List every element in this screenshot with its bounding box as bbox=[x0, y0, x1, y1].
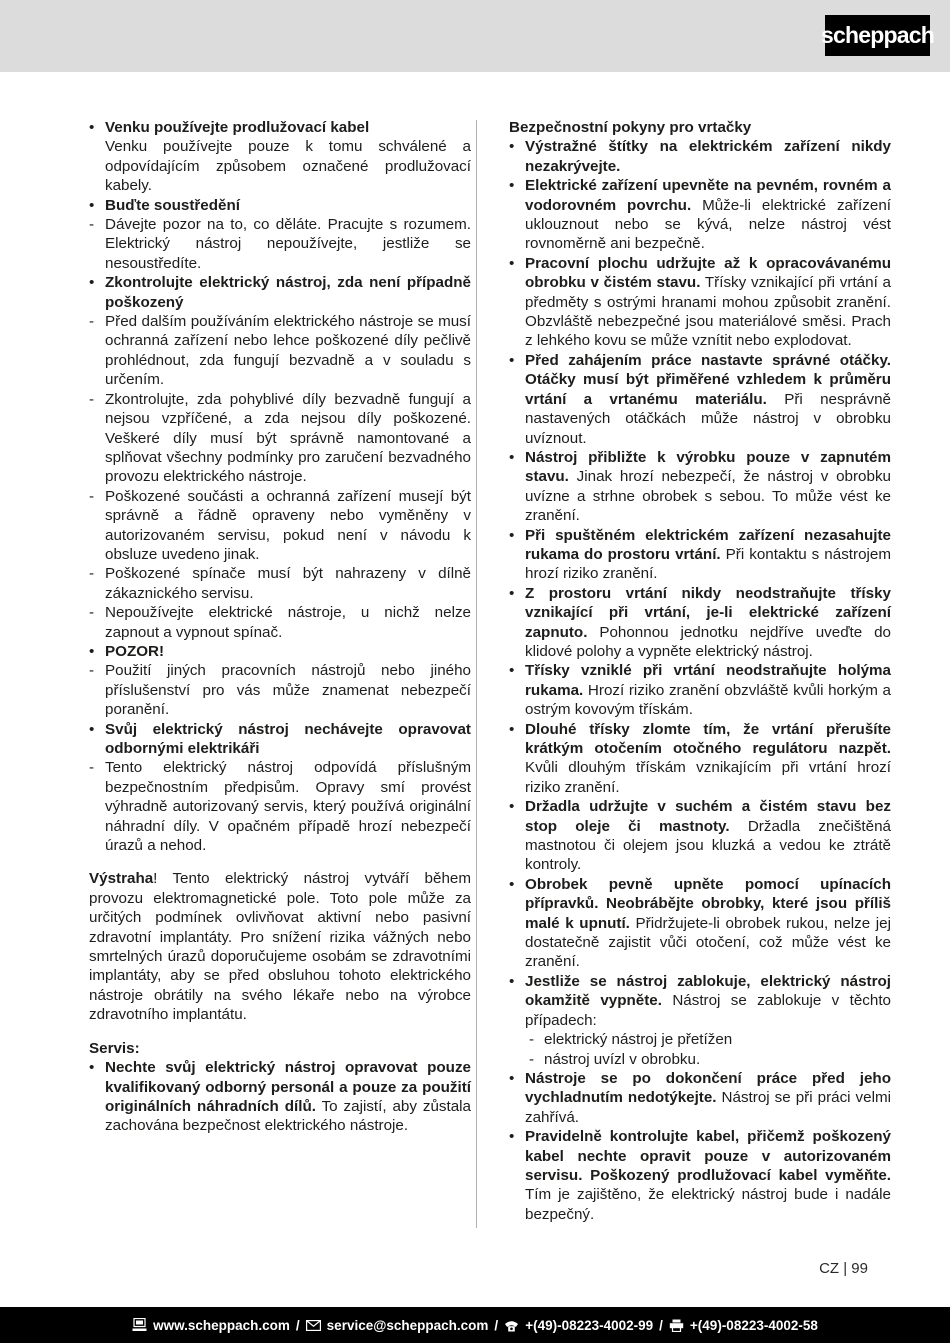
bullet-marker: • bbox=[509, 351, 515, 369]
list-item-body bbox=[105, 196, 471, 215]
list-item bbox=[89, 390, 471, 487]
list-item-text: Nástroj se zablokuje v těchto případech: bbox=[525, 992, 891, 1029]
list-item-text: Při kontaktu s nástrojem hrozí riziko zranění. bbox=[525, 545, 891, 583]
warning-paragraph bbox=[89, 869, 471, 1024]
list-item bbox=[89, 603, 471, 642]
list-item-text: Nástroj se při práci velmi zahřívá. bbox=[525, 1089, 891, 1126]
bullet-marker: • bbox=[89, 119, 95, 136]
list-item-body bbox=[525, 176, 891, 254]
footer-email: service@scheppach.com bbox=[326, 1317, 489, 1333]
list-item-text: Nepoužívejte elektrické nástroje, u nichž nelze zapnout a vypnout spínač. bbox=[105, 604, 471, 641]
list-item-body bbox=[105, 487, 471, 565]
list-item-text: Dávejte pozor na to, co děláte. Pracujte s rozumem. Elektrický nástroj nepoužívejte, jestliže se nesoustředíte. bbox=[105, 216, 471, 272]
list-item-text: To zajistí, aby zůstala zachována bezpečnost elektrického nástroje. bbox=[105, 1097, 471, 1135]
list-item-body bbox=[105, 215, 471, 273]
list-item-text: Při nesprávně nastavených otáčkách může nástroj v obrobku uvíznout. bbox=[525, 390, 891, 447]
bullet-marker: • bbox=[89, 720, 95, 738]
list-item bbox=[89, 118, 471, 196]
list-item-bold: Z prostoru vrtání nikdy neodstraňujte třísky vznikající při vrtání, je-li elektrické zařízení zapnuto. bbox=[525, 584, 891, 641]
list-item-bold: Buďte soustředění bbox=[105, 196, 240, 214]
list-item-body bbox=[105, 390, 471, 487]
list-item-text: Třísky vznikající při vrtání a předměty s ostrými hranami mohou způsobit zranění. Obzvláště nebezpečné jsou materiálové směsi. Prach z lehkého kovu se může vznítit nebo explodovat. bbox=[525, 274, 891, 350]
dash-marker: - bbox=[89, 390, 95, 408]
service-heading: Servis: bbox=[89, 1039, 140, 1057]
list-item bbox=[89, 215, 471, 273]
list-item-bold: Při spuštěném elektrickém zařízení nezasahujte rukama do prostoru vrtání. bbox=[525, 526, 891, 563]
list-item-text: Pohonnou jednotku nejdříve uveďte do klidové polohy a vypněte elektrický nástroj. bbox=[525, 623, 891, 660]
left-column bbox=[89, 118, 471, 1136]
list-item-body bbox=[525, 351, 891, 448]
section-heading: Bezpečnostní pokyny pro vrtačky bbox=[509, 119, 752, 136]
list-item bbox=[89, 661, 471, 719]
list-item-bold: Držadla udržujte v suchém a čistém stavu bez stop oleje či mastnoty. bbox=[525, 798, 891, 835]
list-item bbox=[89, 642, 471, 661]
dash-marker: - bbox=[89, 759, 95, 777]
list-item bbox=[509, 1069, 891, 1127]
list-item-bold: Dlouhé třísky zlomte tím, že vrtání přerušíte krátkým otočením otočného regulátoru nazpět. bbox=[525, 720, 891, 757]
column-divider bbox=[476, 120, 477, 1228]
list-item-body bbox=[105, 118, 471, 196]
list-item-bold: Pracovní plochu udržujte až k opracovávanému obrobku v čistém stavu. bbox=[525, 254, 891, 292]
list-item-body bbox=[525, 797, 891, 875]
list-item-body bbox=[105, 1058, 471, 1136]
list-item-bold: Pravidelně kontrolujte kabel, přičemž poškozený kabel nechte opravit pouze v autorizovaném servisu. Poškozený prodlužovací kabel vyměňte. bbox=[525, 1128, 891, 1184]
list-item-bold: Nechte svůj elektrický nástroj opravovat pouze kvalifikovaný odborný personál a pouze za použití originálních náhradních dílů. bbox=[105, 1059, 471, 1115]
list-item bbox=[89, 1058, 471, 1136]
list-item-body bbox=[525, 584, 891, 662]
list-item-bold: Nástroj přibližte k výrobku pouze v zapnutém stavu. bbox=[525, 448, 891, 486]
page-number: CZ | 99 bbox=[819, 1260, 868, 1277]
bullet-marker: • bbox=[509, 584, 515, 602]
list-item bbox=[89, 196, 471, 215]
bullet-marker: • bbox=[89, 642, 95, 660]
right-column bbox=[509, 118, 891, 1224]
footer-website: www.scheppach.com bbox=[153, 1317, 290, 1333]
list-item-body bbox=[105, 273, 471, 312]
list-item-body bbox=[105, 661, 471, 719]
list-item bbox=[89, 720, 471, 759]
footer-fax: +(49)-08223-4002-58 bbox=[689, 1317, 818, 1333]
fax-icon bbox=[669, 1319, 684, 1332]
list-item-text: Může-li elektrické zařízení uklouznout nebo se kývá, nelze nástroj vést rovnoměrně ani bezpečně. bbox=[525, 196, 891, 253]
list-item-body bbox=[525, 1127, 891, 1224]
list-item-text: Držadla znečištěná mastnotou či olejem jsou kluzká a vedou ke ztrátě kontroly. bbox=[525, 817, 891, 874]
list-item-text: Hrozí riziko zranění obzvláště kvůli horkým a ostrým kovovým třískám. bbox=[525, 681, 891, 719]
bullet-marker: • bbox=[509, 138, 515, 156]
list-item bbox=[509, 351, 891, 448]
dash-marker: - bbox=[529, 1031, 535, 1049]
list-item bbox=[89, 487, 471, 565]
bullet-marker: • bbox=[509, 662, 515, 680]
list-item bbox=[89, 564, 471, 603]
dash-marker: - bbox=[89, 604, 95, 622]
list-item bbox=[509, 720, 891, 798]
list-item bbox=[509, 137, 891, 176]
dash-marker: - bbox=[89, 662, 95, 680]
bullet-marker: • bbox=[509, 720, 515, 738]
page-header-bar bbox=[0, 0, 950, 72]
dash-marker: - bbox=[89, 487, 95, 505]
footer-separator: / bbox=[659, 1317, 663, 1333]
footer-phone: +(49)-08223-4002-99 bbox=[525, 1317, 654, 1333]
list-item-body bbox=[525, 448, 891, 526]
bullet-marker: • bbox=[509, 1128, 515, 1146]
list-item-body bbox=[525, 661, 891, 719]
list-item-body bbox=[525, 254, 891, 351]
sub-list-item-text: elektrický nástroj je přetížen bbox=[544, 1031, 733, 1049]
bullet-marker: • bbox=[89, 196, 95, 214]
bullet-marker: • bbox=[509, 448, 515, 466]
list-item-text: Použití jiných pracovních nástrojů nebo jiného příslušenství pro vás může znamenat nebezpečí poranění. bbox=[105, 662, 471, 719]
bullet-marker: • bbox=[509, 1069, 515, 1087]
list-item bbox=[89, 273, 471, 312]
computer-icon bbox=[132, 1318, 147, 1332]
bullet-marker: • bbox=[509, 254, 515, 272]
list-item-bold: Výstražné štítky na elektrickém zařízení nikdy nezakrývejte. bbox=[525, 138, 891, 175]
footer-separator: / bbox=[295, 1317, 300, 1333]
bullet-marker: • bbox=[509, 526, 515, 544]
list-item-text: Venku používejte pouze k tomu schválené a odpovídajícím způsobem označené prodlužovací kabely. bbox=[105, 138, 471, 195]
warning-text: ! Tento elektrický nástroj vytváří během provozu elektromagnetické pole. Toto pole může za určitých podmínek ovlivňovat aktivní nebo pasivní zdravotní implantáty. Pro snížení rizika vážných nebo smrtelných úrazů doporučujeme osobám se zdravotními implantáty, aby se před obsluhou tohoto elektrického nástroje obrátily na svého lékaře nebo na výrobce zdravotního implantátu. bbox=[89, 870, 471, 1024]
list-item-text: Přidržujete-li obrobek rukou, nelze jej dostatečně zajistit vůči otočení, což může vést ke zranění. bbox=[525, 914, 891, 971]
bullet-marker: • bbox=[509, 972, 515, 990]
footer-bar bbox=[0, 1307, 950, 1343]
list-item-body bbox=[525, 137, 891, 176]
dash-marker: - bbox=[529, 1050, 535, 1068]
dash-marker: - bbox=[89, 313, 95, 331]
list-item-body bbox=[105, 312, 471, 390]
warning-lead: Výstraha bbox=[89, 870, 154, 888]
list-item-body bbox=[525, 720, 891, 798]
list-item bbox=[509, 797, 891, 875]
list-item-text: Tím je zajištěno, že elektrický nástroj bude i nadále bezpečný. bbox=[525, 1186, 891, 1223]
bullet-marker: • bbox=[89, 1059, 95, 1077]
list-item-body bbox=[525, 1069, 891, 1127]
scheppach-logo bbox=[821, 15, 934, 56]
list-item-body bbox=[525, 526, 891, 584]
scheppach-logo-text: scheppach bbox=[821, 22, 934, 48]
list-item-text: Poškozené spínače musí být nahrazeny v dílně zákaznického servisu. bbox=[105, 565, 471, 602]
list-item-body bbox=[105, 720, 471, 759]
bullet-marker: • bbox=[509, 875, 515, 893]
list-item-text: Před dalším používáním elektrického nástroje se musí ochranná zařízení nebo lehce poškozené díly pečlivě prohlédnout, zda fungují bezvadně a v souladu s určením. bbox=[105, 313, 471, 389]
list-item-body bbox=[105, 758, 471, 855]
list-item-bold: Obrobek pevně upněte pomocí upínacích přípravků. Neobrábějte obrobky, které jsou příliš malé k upnutí. bbox=[525, 875, 891, 932]
bullet-marker: • bbox=[509, 798, 515, 816]
sub-list-item bbox=[525, 1050, 891, 1069]
list-item-bold: Venku používejte prodlužovací kabel bbox=[105, 119, 370, 136]
sub-list-item bbox=[525, 1030, 891, 1049]
list-item bbox=[509, 254, 891, 351]
list-item-bold: Svůj elektrický nástroj nechávejte opravovat odbornými elektrikáři bbox=[105, 720, 471, 757]
sub-list-item-text: nástroj uvízl v obrobku. bbox=[544, 1050, 701, 1068]
list-item-text: Zkontrolujte, zda pohyblivé díly bezvadně fungují a nejsou vzpříčené, a zda nejsou díly poškozené. Veškeré díly musí být správně namontované a splňovat všechny podmínky pro zaručení bezvadného provozu elektrického nástroje. bbox=[105, 390, 471, 486]
list-item bbox=[509, 176, 891, 254]
list-item-bold: POZOR! bbox=[105, 642, 165, 660]
list-item-bold: Třísky vzniklé při vrtání neodstraňujte holýma rukama. bbox=[525, 662, 891, 699]
list-item bbox=[509, 1127, 891, 1224]
list-item-bold: Zkontrolujte elektrický nástroj, zda není případně poškozený bbox=[105, 274, 471, 311]
list-item bbox=[509, 448, 891, 526]
list-item-body bbox=[105, 564, 471, 603]
list-item-body bbox=[105, 603, 471, 642]
list-item-text: Kvůli dlouhým třískám vznikajícím při vrtání hrozí riziko zranění. bbox=[525, 759, 891, 796]
list-item-text: Tento elektrický nástroj odpovídá příslušným bezpečnostním předpisům. Opravy smí provést výhradně autorizovaný servis, který používá originální náhradní díly. V opačném případě hrozí nebezpečí úrazů a nehod. bbox=[105, 759, 471, 855]
list-item-body bbox=[105, 642, 471, 661]
list-item bbox=[89, 312, 471, 390]
dash-marker: - bbox=[89, 216, 95, 234]
list-item bbox=[89, 758, 471, 855]
list-item bbox=[509, 661, 891, 719]
footer-separator: / bbox=[494, 1317, 499, 1333]
list-item-body bbox=[525, 875, 891, 972]
list-item-body bbox=[525, 972, 891, 1069]
phone-icon bbox=[504, 1319, 519, 1332]
bullet-marker: • bbox=[89, 274, 95, 292]
list-item bbox=[509, 875, 891, 972]
bullet-marker: • bbox=[509, 177, 515, 195]
list-item bbox=[509, 972, 891, 1069]
list-item-bold: Před zahájením práce nastavte správné otáčky. Otáčky musí být přiměřené vzhledem k průměru vrtání a vrtanému materiálu. bbox=[525, 351, 891, 408]
list-item-bold: Jestliže se nástroj zablokuje, elektrický nástroj okamžitě vypněte. bbox=[525, 972, 891, 1010]
list-item bbox=[509, 584, 891, 662]
list-item-bold: Nástroje se po dokončení práce před jeho vychladnutím nedotýkejte. bbox=[525, 1069, 891, 1107]
list-item-text: Jinak hrozí nebezpečí, že nástroj v obrobku uvízne a strhne obrobek s sebou. To může vést ke zranění. bbox=[525, 468, 891, 525]
dash-marker: - bbox=[89, 565, 95, 583]
list-item-bold: Elektrické zařízení upevněte na pevném, rovném a vodorovném povrchu. bbox=[525, 177, 891, 214]
list-item bbox=[509, 526, 891, 584]
list-item-text: Poškozené součásti a ochranná zařízení musejí být správně a řádně opraveny nebo vyměněny v autorizovaném servisu, pokud není v návodu k obsluze uvedeno jinak. bbox=[105, 487, 471, 563]
email-icon bbox=[306, 1320, 321, 1331]
